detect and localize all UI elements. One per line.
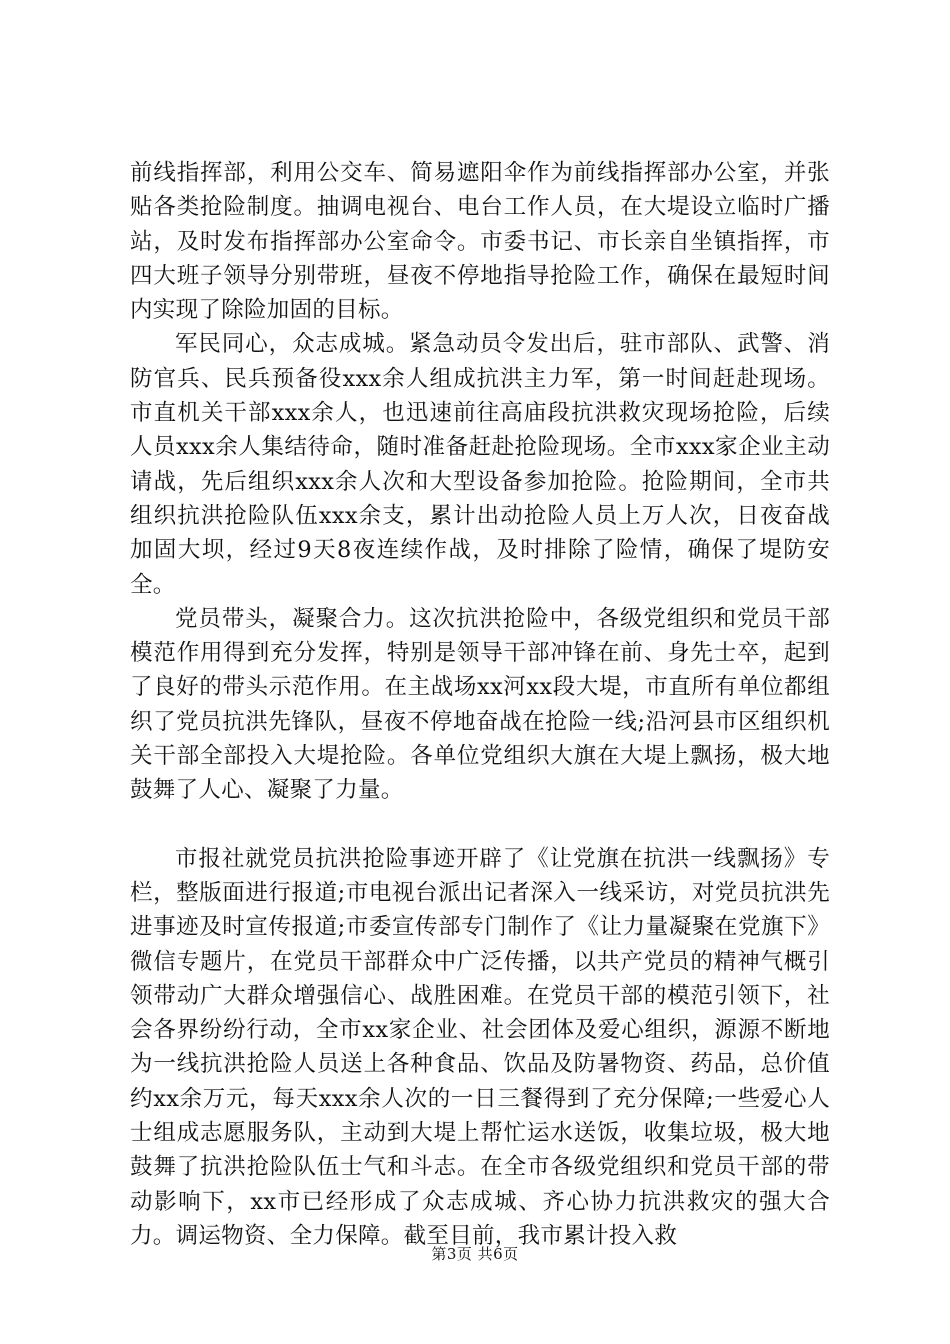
- paragraph-military-civilian: 军民同心，众志成城。紧急动员令发出后，驻市部队、武警、消防官兵、民兵预备役xxx余人组成抗洪主力军，第一时间赶赴现场。市直机关干部xxx余人，也迅速前往高庙段抗洪救灾现场抢险，后续人员xxx余人集结待命，随时准备赶赴抢险现场。全市xxx家企业主动请战，先后组织xxx余人次和大型设备参加抢险。抢险期间，全市共组织抗洪抢险队伍xxx余支，累计出动抢险人员上万人次，日夜奋战加固大坝，经过9天8夜连续作战，及时排除了险情，确保了堤防安全。: [130, 331, 830, 598]
- document-body: [130, 156, 830, 1253]
- page-number-footer: 第3页 共6页: [431, 1245, 519, 1263]
- paragraph-continued: 前线指挥部，利用公交车、简易遮阳伞作为前线指挥部办公室，并张贴各类抢险制度。抽调电视台、电台工作人员，在大堤设立临时广播站，及时发布指挥部办公室命令。市委书记、市长亲自坐镇指挥，市四大班子领导分别带班，昼夜不停地指导抢险工作，确保在最短时间内实现了除险加固的目标。: [130, 160, 830, 324]
- paragraph-party-members: 党员带头，凝聚合力。这次抗洪抢险中，各级党组织和党员干部模范作用得到充分发挥，特别是领导干部冲锋在前、身先士卒，起到了良好的带头示范作用。在主战场xx河xx段大堤，市直所有单位都组织了党员抗洪先锋队，昼夜不停地奋战在抢险一线;沿河县市区组织机关干部全部投入大堤抢险。各单位党组织大旗在大堤上飘扬，极大地鼓舞了人心、凝聚了力量。: [130, 605, 830, 804]
- paragraph-media-support: 市报社就党员抗洪抢险事迹开辟了《让党旗在抗洪一线飘扬》专栏，整版面进行报道;市电视台派出记者深入一线采访，对党员抗洪先进事迹及时宣传报道;市委宣传部专门制作了《让力量凝聚在党旗下》微信专题片，在党员干部群众中广泛传播，以共产党员的精神气概引领带动广大群众增强信心、战胜困难。在党员干部的模范引领下，社会各界纷纷行动，全市xx家企业、社会团体及爱心组织，源源不断地为一线抗洪抢险人员送上各种食品、饮品及防暑物资、药品，总价值约xx余万元，每天xxx余人次的一日三餐得到了充分保障;一些爱心人士组成志愿服务队，主动到大堤上帮忙运水送饭，收集垃圾，极大地鼓舞了抗洪抢险队伍士气和斗志。在全市各级党组织和党员干部的带动影响下，xx市已经形成了众志成城、齐心协力抗洪救灾的强大合力。调运物资、全力保障。截至目前，我市累计投入救: [130, 845, 830, 1249]
